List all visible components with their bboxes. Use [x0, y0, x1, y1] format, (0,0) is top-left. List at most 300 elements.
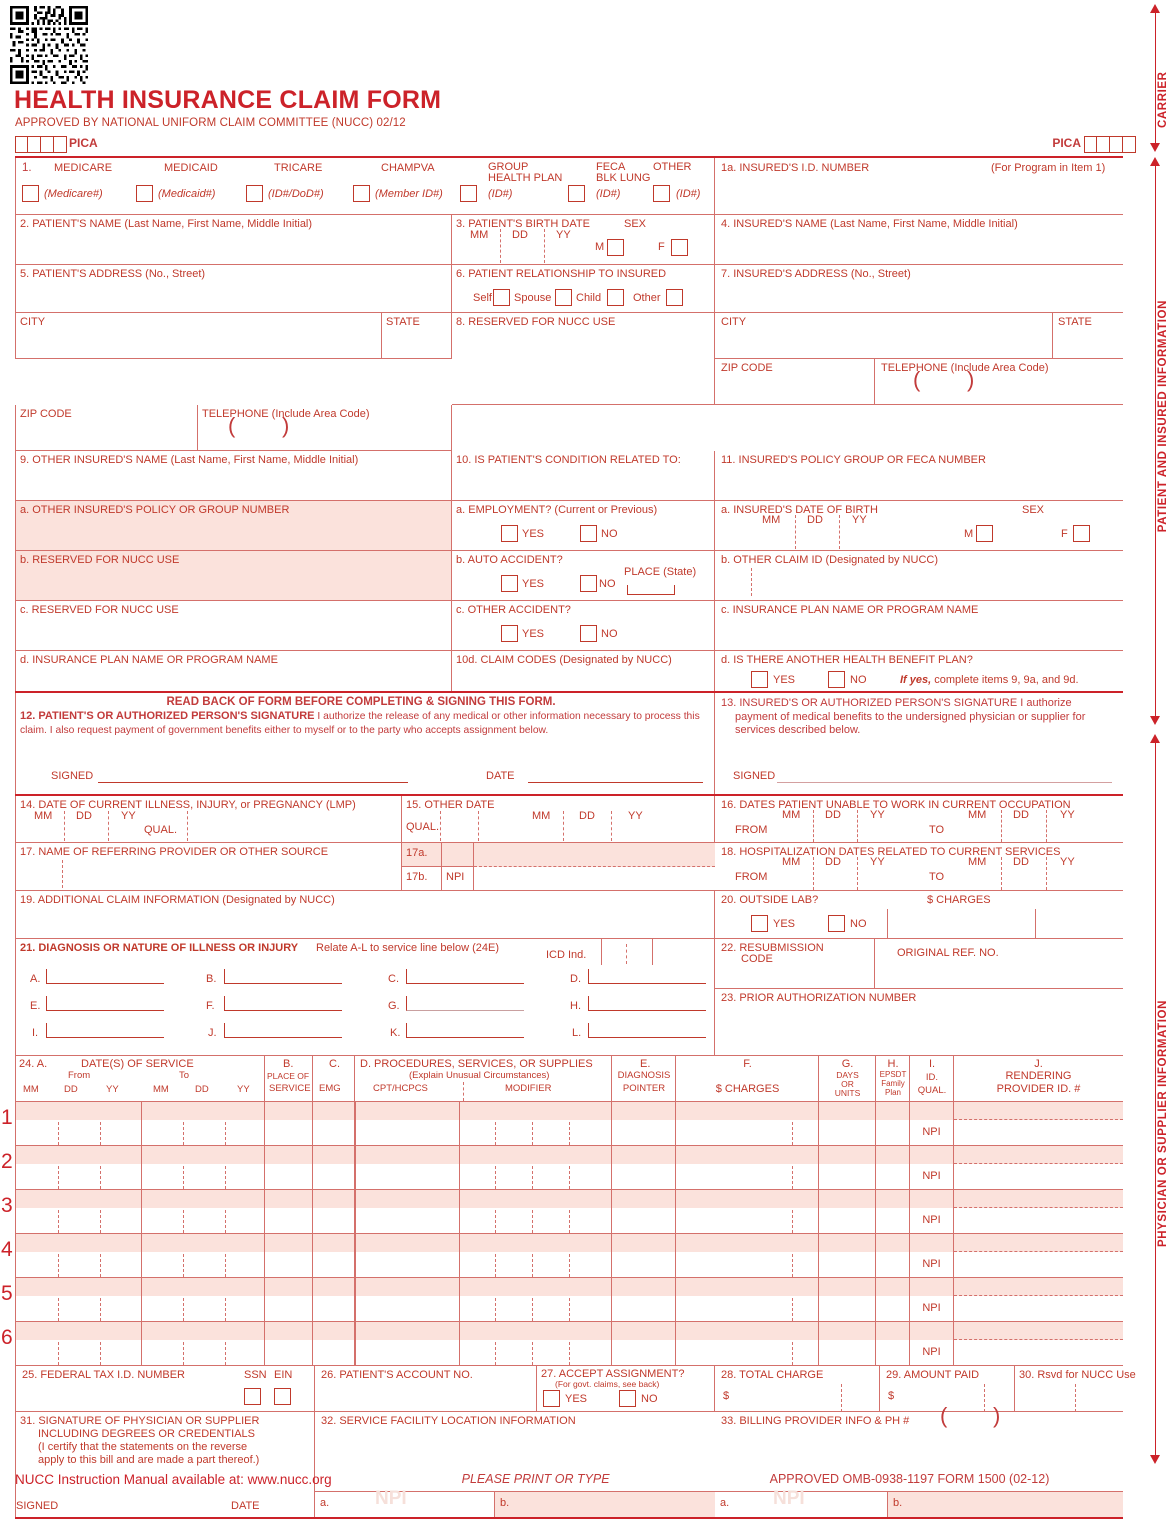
service-line-diagnosis-pointer-cell[interactable]: [612, 1278, 676, 1322]
item14-dd: DD: [76, 810, 92, 822]
item9a-cell[interactable]: [15, 501, 452, 551]
item25-checkbox-ssn[interactable]: [244, 1388, 261, 1405]
item24-d-modifier-label: MODIFIER: [505, 1083, 552, 1094]
item24-a-col-2: YY: [106, 1084, 119, 1095]
row-item19-20: [15, 891, 1123, 939]
item16-cell[interactable]: [715, 796, 1123, 843]
item32a-npi-watermark: NPI: [375, 1488, 407, 1509]
item11b-label: b. OTHER CLAIM ID (Designated by NUCC): [721, 554, 938, 566]
row-item5-6-7: [15, 265, 1123, 313]
item32b-cell[interactable]: [495, 1492, 715, 1517]
item32b-label: b.: [500, 1497, 510, 1509]
item1-checkbox-tricare[interactable]: [246, 185, 263, 202]
item18-cell[interactable]: [715, 843, 1123, 891]
service-line-dates-cell[interactable]: [15, 1278, 265, 1322]
item28-cell[interactable]: [715, 1366, 880, 1412]
service-line-place-of-service-cell[interactable]: [265, 1146, 313, 1190]
service-line-dates-cell[interactable]: [15, 1190, 265, 1234]
item25-cell[interactable]: [15, 1366, 315, 1412]
service-line-place-of-service-cell[interactable]: [265, 1278, 313, 1322]
item13-cell: [715, 693, 1123, 794]
item24-d-letter: D. PROCEDURES, SERVICES, OR SUPPLIES: [360, 1058, 593, 1070]
service-line-emg-cell[interactable]: [313, 1278, 355, 1322]
item13-signed-label: SIGNED: [733, 770, 776, 782]
pica-left-boxes[interactable]: [15, 136, 67, 153]
item24-i-line1: ID.: [925, 1072, 939, 1083]
item11a-checkbox-female[interactable]: [1073, 525, 1090, 542]
item11d-yes-label: YES: [773, 674, 796, 686]
item24-c-label: EMG: [319, 1083, 341, 1094]
item20-checkbox-no[interactable]: [828, 915, 845, 932]
service-line-epsdt-cell[interactable]: [876, 1102, 910, 1146]
item24-j-line1: RENDERING: [1005, 1070, 1072, 1082]
item7-state-label: STATE: [1058, 316, 1092, 328]
service-line-rendering-provider-cell[interactable]: [954, 1146, 1123, 1190]
service-line-procedures-cell[interactable]: [355, 1322, 612, 1366]
item25-ssn-label: SSN: [244, 1369, 267, 1381]
service-line-row: [1, 1278, 1123, 1322]
service-line-id-qual-cell[interactable]: [910, 1322, 954, 1366]
item31-date-label: DATE: [231, 1500, 260, 1512]
item6-checkbox-spouse[interactable]: [555, 289, 572, 306]
item24-h-line2: Family: [881, 1079, 905, 1088]
item5-telephone-label: TELEPHONE (Include Area Code): [202, 408, 370, 420]
item5-phone-paren-open: (: [228, 413, 236, 438]
item32a-label: a.: [320, 1497, 330, 1509]
item1-plan-4-label-line2: HEALTH PLAN: [488, 172, 563, 184]
item1-checkbox-medicare[interactable]: [22, 185, 39, 202]
item6-cell: [452, 265, 715, 313]
item11a-checkbox-male[interactable]: [976, 525, 993, 542]
service-line-row: [1, 1322, 1123, 1366]
item11b-cell[interactable]: [715, 551, 1123, 601]
item19-label: 19. ADDITIONAL CLAIM INFORMATION (Designated by NUCC): [20, 894, 335, 906]
item33a-cell[interactable]: [715, 1488, 888, 1517]
item1-plan-0-label: MEDICARE: [54, 162, 113, 174]
item24-col-e-header: [612, 1056, 676, 1102]
item21-letter-A: A.: [30, 973, 41, 985]
item5-zip-cell[interactable]: [15, 405, 198, 451]
item6-checkbox-self[interactable]: [493, 289, 510, 306]
service-line-number: 4: [1, 1238, 13, 1261]
service-line-rendering-provider-cell[interactable]: [954, 1234, 1123, 1278]
item10c-checkbox-yes[interactable]: [501, 625, 518, 642]
item27-cell: [537, 1366, 715, 1412]
item11d-checkbox-no[interactable]: [828, 671, 845, 688]
item3-cell[interactable]: [452, 215, 715, 265]
item9-cell[interactable]: [15, 451, 452, 501]
item21-letter-K: K.: [390, 1027, 401, 1039]
item27-checkbox-no[interactable]: [619, 1390, 636, 1407]
item11a-mm: MM: [762, 514, 781, 526]
pica-right-group: [1052, 136, 1136, 153]
row-item17-18: [15, 843, 1123, 891]
item12-date-label: DATE: [486, 770, 515, 782]
row-item9b-10b-11b: [15, 551, 1123, 601]
footer-manual-link[interactable]: NUCC Instruction Manual available at: www.nucc.org: [15, 1472, 332, 1487]
item11-cell[interactable]: [715, 451, 1123, 501]
service-line-rendering-provider-cell[interactable]: [954, 1322, 1123, 1366]
item30-cell[interactable]: [1015, 1366, 1136, 1412]
item17b-npi-cell: [442, 867, 474, 891]
item11a-dd: DD: [807, 514, 823, 526]
item6-option-3-label: Other: [633, 292, 661, 304]
item10c-cell: [452, 601, 715, 651]
item27-label: 27. ACCEPT ASSIGNMENT?: [541, 1368, 685, 1380]
service-line-charges-cell[interactable]: [676, 1146, 819, 1190]
service-line-days-units-cell[interactable]: [819, 1102, 876, 1146]
item33b-cell[interactable]: [888, 1492, 1123, 1517]
item27-checkbox-yes[interactable]: [543, 1390, 560, 1407]
item10a-label: a. EMPLOYMENT? (Current or Previous): [456, 504, 658, 516]
item14-cell[interactable]: [15, 796, 402, 843]
item21-letter-B: B.: [206, 973, 217, 985]
item1-checkbox-other[interactable]: [653, 185, 670, 202]
item29-label: 29. AMOUNT PAID: [886, 1369, 980, 1381]
service-line-diagnosis-pointer-cell[interactable]: [612, 1190, 676, 1234]
item21-field-K[interactable]: [406, 1023, 524, 1038]
item21-label: 21. DIAGNOSIS OR NATURE OF ILLNESS OR INJURY: [20, 942, 299, 954]
item12-signed-input[interactable]: [98, 782, 408, 783]
service-line-npi-label: NPI: [922, 1214, 941, 1226]
service-lines-table: [1, 1102, 1123, 1366]
item21-field-B[interactable]: [224, 969, 342, 984]
row-item2-3-4: [15, 215, 1123, 265]
row-item31-32-33: [15, 1403, 1123, 1517]
item7-phone-paren-close: ): [967, 367, 975, 392]
service-line-days-units-cell[interactable]: [819, 1322, 876, 1366]
service-line-diagnosis-pointer-cell[interactable]: [612, 1234, 676, 1278]
item21-letter-F: F.: [206, 1000, 215, 1012]
item22-label-line1: 22. RESUBMISSION: [721, 942, 824, 954]
item9b-cell[interactable]: [15, 551, 452, 601]
item24-j-line2: PROVIDER ID. #: [996, 1083, 1081, 1095]
item31-cell: [15, 1412, 315, 1517]
item6-checkbox-other[interactable]: [666, 289, 683, 306]
item20-cell: [715, 891, 1123, 939]
row-city-state-item8: [15, 313, 1123, 405]
item3-dd: DD: [512, 229, 528, 241]
item3-checkbox-male[interactable]: [607, 239, 624, 256]
item24-b-line1: PLACE OF: [267, 1071, 310, 1081]
item1-checkbox-group-health-plan[interactable]: [460, 185, 477, 202]
item16-from-label: FROM: [735, 824, 768, 836]
item17b-label: 17b.: [406, 871, 428, 883]
item11a-f-label: F: [1061, 528, 1068, 540]
item26-label: 26. PATIENT'S ACCOUNT NO.: [321, 1369, 473, 1381]
service-line-emg-cell[interactable]: [313, 1322, 355, 1366]
item17-cell[interactable]: [15, 843, 402, 891]
item17a-value-cell[interactable]: [474, 843, 715, 867]
item1-checkbox-champva[interactable]: [353, 185, 370, 202]
item22-code-cell[interactable]: [715, 939, 875, 989]
service-line-place-of-service-cell[interactable]: [265, 1102, 313, 1146]
item24-a-col-3: MM: [153, 1084, 169, 1095]
item3-checkbox-female[interactable]: [671, 239, 688, 256]
item24-col-j-header: [954, 1056, 1123, 1102]
service-line-diagnosis-pointer-cell[interactable]: [612, 1322, 676, 1366]
item1a-cell[interactable]: [715, 158, 1123, 215]
service-line-rendering-provider-cell[interactable]: [954, 1190, 1123, 1234]
item5-phone-paren-close: ): [282, 413, 290, 438]
item8-cell[interactable]: [452, 313, 715, 405]
service-line-days-units-cell[interactable]: [819, 1190, 876, 1234]
service-line-diagnosis-pointer-cell[interactable]: [612, 1102, 676, 1146]
row-item9c-10c-11c: [15, 601, 1123, 651]
row-item1: [15, 158, 1123, 215]
item24-h-letter: H.: [887, 1058, 899, 1070]
item25-ein-label: EIN: [274, 1369, 293, 1381]
service-line-number: 1: [1, 1106, 13, 1129]
item21-icd-ind-input[interactable]: [601, 939, 653, 965]
item16-to-label: TO: [929, 824, 945, 836]
item1-plan-2-label: TRICARE: [274, 162, 323, 174]
item9c-cell[interactable]: [15, 601, 452, 651]
service-line-dates-cell[interactable]: [15, 1322, 265, 1366]
item11a-cell[interactable]: [715, 501, 1123, 551]
item5-cell[interactable]: [15, 265, 452, 313]
item13-signed-input[interactable]: [777, 782, 1112, 783]
item21-field-L[interactable]: [588, 1023, 706, 1038]
item21-field-A[interactable]: [46, 969, 164, 984]
item26-cell[interactable]: [315, 1366, 537, 1412]
item11d-note-rest: complete items 9, 9a, and 9d.: [931, 674, 1079, 686]
item23-cell[interactable]: [715, 989, 1123, 1056]
service-line-diagnosis-pointer-cell[interactable]: [612, 1146, 676, 1190]
service-line-procedures-cell[interactable]: [355, 1146, 612, 1190]
item17b-npi-label: NPI: [446, 871, 465, 883]
item33-label: 33. BILLING PROVIDER INFO & PH #: [721, 1415, 910, 1427]
service-line-rendering-provider-cell[interactable]: [954, 1102, 1123, 1146]
item1-plan-4-label-line1: GROUP: [488, 161, 529, 173]
item3-mm: MM: [470, 229, 489, 241]
item29-dollar-sign: $: [888, 1390, 895, 1402]
service-line-id-qual-cell[interactable]: [910, 1146, 954, 1190]
item24-col-b-header: [265, 1056, 313, 1102]
item21-field-D[interactable]: [588, 969, 706, 984]
item27-sub: (For govt. claims, see back): [555, 1379, 660, 1389]
service-line-procedures-cell[interactable]: [355, 1102, 612, 1146]
item16-from-yy: YY: [870, 809, 885, 821]
item4-cell[interactable]: [715, 215, 1123, 265]
item3-label: 3. PATIENT'S BIRTH DATE: [456, 218, 590, 230]
item21-field-J[interactable]: [224, 1023, 342, 1038]
item15-cell[interactable]: [402, 796, 715, 843]
service-line-emg-cell[interactable]: [313, 1190, 355, 1234]
item7-state-cell[interactable]: [1053, 313, 1123, 359]
service-line-procedures-cell[interactable]: [355, 1234, 612, 1278]
item21-letter-I: I.: [32, 1027, 39, 1039]
item24-e-line1: DIAGNOSIS: [617, 1070, 671, 1081]
item31-line1: 31. SIGNATURE OF PHYSICIAN OR SUPPLIER: [20, 1415, 260, 1427]
row-item24-header: [15, 1056, 1123, 1102]
item18-from-mm: MM: [782, 856, 801, 868]
item3-m-label: M: [595, 241, 605, 253]
item25-checkbox-ein[interactable]: [274, 1388, 291, 1405]
item24-c-letter: C.: [329, 1058, 340, 1070]
service-line-charges-cell[interactable]: [676, 1190, 819, 1234]
service-line-number: 2: [1, 1150, 13, 1173]
item1-checkbox-medicaid[interactable]: [136, 185, 153, 202]
item5-city-cell[interactable]: [15, 313, 382, 359]
service-line-dates-cell[interactable]: [15, 1234, 265, 1278]
item12-cell: [15, 693, 715, 794]
item10b-checkbox-yes[interactable]: [501, 575, 518, 592]
service-line-charges-cell[interactable]: [676, 1322, 819, 1366]
item24-g-line3: UNITS: [834, 1088, 861, 1098]
item10a-checkbox-no[interactable]: [580, 525, 597, 542]
item6-checkbox-child[interactable]: [607, 289, 624, 306]
item7-city-cell[interactable]: [715, 313, 1053, 359]
item1-plan-5-label-line2: BLK LUNG: [596, 172, 651, 184]
service-line-epsdt-cell[interactable]: [876, 1278, 910, 1322]
item1-plan-0-sub: (Medicare#): [44, 188, 103, 200]
item1-plan-3-sub: (Member ID#): [375, 188, 443, 200]
item18-to-dd: DD: [1013, 856, 1029, 868]
service-line-place-of-service-cell[interactable]: [265, 1234, 313, 1278]
item24-a-col-1: DD: [64, 1084, 78, 1095]
item10a-checkbox-yes[interactable]: [501, 525, 518, 542]
item24-d-sub: (Explain Unusual Circumstances): [409, 1070, 550, 1081]
service-line-days-units-cell[interactable]: [819, 1278, 876, 1322]
item7-zip-cell[interactable]: [715, 359, 875, 405]
service-line-epsdt-cell[interactable]: [876, 1322, 910, 1366]
item18-from-dd: DD: [825, 856, 841, 868]
item21-field-G[interactable]: [406, 996, 524, 1011]
item19-cell[interactable]: [15, 891, 715, 939]
pica-right-boxes[interactable]: [1084, 136, 1136, 153]
item5-city-label: CITY: [20, 316, 46, 328]
pica-left-label: PICA: [69, 136, 98, 150]
item33a-npi-watermark: NPI: [773, 1488, 805, 1509]
service-line-id-qual-cell[interactable]: [910, 1234, 954, 1278]
service-line-emg-cell[interactable]: [313, 1102, 355, 1146]
item21-field-F[interactable]: [224, 996, 342, 1011]
item21-field-C[interactable]: [406, 969, 524, 984]
item7-telephone-cell[interactable]: [875, 359, 1123, 405]
row-item25-30: [15, 1366, 1136, 1412]
item24-b-letter: B.: [283, 1058, 294, 1070]
service-line-id-qual-cell[interactable]: [910, 1102, 954, 1146]
item13-body: payment of medical benefits to the undersigned physician or supplier for services described below.: [735, 710, 1086, 736]
item7-label: 7. INSURED'S ADDRESS (No., Street): [721, 268, 911, 280]
item22-orig-ref-cell[interactable]: [875, 939, 1123, 989]
item21-letter-G: G.: [388, 1000, 400, 1012]
service-line-row: [1, 1102, 1123, 1146]
item15-label: 15. OTHER DATE: [406, 799, 495, 811]
service-line-days-units-cell[interactable]: [819, 1146, 876, 1190]
item11d-cell: [715, 651, 1123, 691]
item16-to-mm: MM: [968, 809, 987, 821]
service-line-epsdt-cell[interactable]: [876, 1234, 910, 1278]
service-line-emg-cell[interactable]: [313, 1146, 355, 1190]
item18-to-mm: MM: [968, 856, 987, 868]
item21-field-H[interactable]: [588, 996, 706, 1011]
service-line-charges-cell[interactable]: [676, 1278, 819, 1322]
item17b-value-cell[interactable]: [474, 867, 715, 891]
item24-a-title: DATE(S) OF SERVICE: [81, 1058, 194, 1070]
item11d-checkbox-yes[interactable]: [751, 671, 768, 688]
service-line-procedures-cell[interactable]: [355, 1278, 612, 1322]
item10c-checkbox-no[interactable]: [580, 625, 597, 642]
item3-sex-label: SEX: [624, 218, 647, 230]
item9d-cell[interactable]: [15, 651, 452, 691]
service-line-days-units-cell[interactable]: [819, 1234, 876, 1278]
service-line-emg-cell[interactable]: [313, 1234, 355, 1278]
service-line-place-of-service-cell[interactable]: [265, 1322, 313, 1366]
service-line-epsdt-cell[interactable]: [876, 1190, 910, 1234]
service-line-dates-cell[interactable]: [15, 1102, 265, 1146]
item16-from-mm: MM: [782, 809, 801, 821]
claim-form-page: HEALTH INSURANCE CLAIM FORM APPROVED BY NATIONAL UNIFORM CLAIM COMMITTEE (NUCC) 02/12 PICA PICA CARRIER PATIENT AND INSURED INFORMATION PHYSICIAN OR SUPPLIER INFORMATION 1. MEDICARE (Medicare#) MEDICAID (Medicaid#) TRICARE (ID#/DoD#) CHAMPVA (Member ID#) GROUP HEALTH PLAN (ID#) FECA BLK LUNG (ID#) OTHER (ID#) 1a. INSURED'S I.D. NUMBER (For Program in Item 1) 2. PATIENT'S NAME (Last Name, First Name, Middle Initial) 3. PATIENT'S BIRTH DATE MM DD YY SEX M F 4. INSURED'S NAME (Last Name, First Name, Middle Initial) 5. PATIENT'S ADDRESS (No., Street) 6. PATIENT RELATIONSHIP TO INSURED Self Spouse Child Other 7. INSURED'S ADDRESS (No., Street) CITY STATE 8. RESERVED FOR NUCC USE CITY STATE ZIP CODE TELEPHONE (Include Area Code) ( ) ZIP CODE TELEPHONE (Include Area Code) ( ) 9. OTHER INSURED'S NAME (Last Name, First Name, Middle Initial) 10. IS PATIENT'S CONDITION RELATED TO: 11. INSURED'S POLICY GROUP OR FECA NUMBER a. OTHER INSURED'S POLICY OR GROUP NUMBER a. EMPLOYMENT? (Current or Previous) YES NO a. INSURED'S DATE OF BIRTH MM DD YY SEX M F b. RESERVED FOR NUCC USE b. AUTO ACCIDENT? YES NO PLACE (State) b. OTHER CLAIM ID (Designated by NUCC) c. RESERVED FOR NUCC USE c. OTHER ACCIDENT? YES NO c. INSURANCE PLAN NAME OR PROGRAM NAME d. INSURANCE PLAN NAME OR PROGRAM NAME 10d. CLAIM CODES (Designated by NUCC) d. IS THERE ANOTHER HEALTH BENEFIT PLAN? YES NO If yes, complete items 9, 9a, and 9d. READ BACK OF FORM BEFORE COMPLETING & SIGNING THIS FORM. 12. PATIENT'S OR AUTHORIZED PERSON'S SIGNATURE I authorize the release of any medical or other information necessary to process this claim. I also request payment of government benefits either to myself or to the party who accepts assignment below. SIGNED DATE 13. INSURED'S OR AUTHORIZED PERSON'S SIGNATURE I authorize payment of medical benefits to the undersigned physician or supplier for services described below. SIGNED 14. DATE OF CURRENT ILLNESS, INJURY, or PREGNANCY (LMP) MM DD YY QUAL. 15. OTHER DATE QUAL. MM DD YY 16. DATES PATIENT UNABLE TO WORK IN CURRENT OCCUPATION MM DD YY FROM MM DD YY TO 17. NAME OF REFERRING PROVIDER OR OTHER SOURCE 17a. 17b. NPI 18. HOSPITALIZATION DATES RELATED TO CURRENT SERVICES MM DD YY FROM MM DD YY TO 19. ADDITIONAL CLAIM INFORMATION (Designated by NUCC) 20. OUTSIDE LAB? $ CHARGES YES NO 21. DIAGNOSIS OR NATURE OF ILLNESS OR INJURY Relate A-L to service line below (24E) ICD Ind. A. B. C. D. E. F. G. H. I. J. K. L. 22. RESUBMISSION CODE ORIGINAL REF. NO. 23. PRIOR AUTHORIZATION NUMBER 24. A. DATE(S) OF SERVICE From To MM DD YY MM DD YY B. PLACE OF SERVICE C. EMG D. PROCEDURES, SERVICES, OR SUPPLIES (Explain Unusual Circumstances) CPT/HCPCS MODIFIER E. DIAGNOSIS POINTER F. $ CHARGES G. DAYS OR UNITS H. EPSDT Family Plan I. ID. QUAL. J. RENDERING PROVIDER ID. # 1 NPI 2 NPI 3 NPI 4 NPI 5 NPI 6 NPI 25. FEDERAL TAX I.D. NUMBER SSN EIN 26. PATIENT'S ACCOUNT NO. 27. ACCEPT ASSIGNMENT? (For govt. claims, see back) YES NO 28. TOTAL CHARGE $ 29. AMOUNT PAID $ 30. Rsvd for NUCC Use 31. SIGNATURE OF PHYSICIAN OR SUPPLIER INCLUDING DEGREES OR CREDENTIALS (I certify that the statements on the reverse apply to this bill and are made a part thereof.) SIGNED DATE 32. SERVICE FACILITY LOCATION INFORMATION a. NPI b. 33. BILLING PROVIDER INFO & PH # ( ) a. NPI b. NUCC Instruction Manual available at: www.nucc.org PLEASE PRINT OR TYPE APPROVED OMB-0938-1197 FORM 1500 (02-12): [0, 0, 1175, 1500]
item24-a-col-4: DD: [195, 1084, 209, 1095]
row-zip-telephone: [15, 405, 1123, 451]
item12-date-input[interactable]: [528, 782, 703, 783]
service-line-row: [1, 1146, 1123, 1190]
item9d-label: d. INSURANCE PLAN NAME OR PROGRAM NAME: [20, 654, 278, 666]
item24-col-a-header: [15, 1056, 265, 1102]
item1-checkbox-feca-blk-lung[interactable]: [568, 185, 585, 202]
service-line-id-qual-cell[interactable]: [910, 1278, 954, 1322]
item10b-place-input[interactable]: [627, 585, 675, 595]
item5-state-cell[interactable]: [382, 313, 452, 359]
item17b-tag-cell: [402, 867, 442, 891]
service-line-dates-cell[interactable]: [15, 1146, 265, 1190]
item14-qual-label: QUAL.: [144, 824, 178, 836]
item11-label: 11. INSURED'S POLICY GROUP OR FECA NUMBER: [721, 454, 986, 466]
item17a-label: 17a.: [406, 847, 428, 859]
service-line-npi-label: NPI: [922, 1126, 941, 1138]
item21-letter-D: D.: [570, 973, 581, 985]
item5-telephone-cell[interactable]: [198, 405, 452, 451]
service-line-place-of-service-cell[interactable]: [265, 1190, 313, 1234]
service-line-charges-cell[interactable]: [676, 1102, 819, 1146]
item8-label: 8. RESERVED FOR NUCC USE: [456, 316, 616, 328]
service-line-id-qual-cell[interactable]: [910, 1190, 954, 1234]
service-line-npi-label: NPI: [922, 1346, 941, 1358]
item2-cell[interactable]: [15, 215, 452, 265]
row-item12-13: [15, 693, 1123, 794]
item21-field-I[interactable]: [46, 1023, 164, 1038]
item21-field-E[interactable]: [46, 996, 164, 1011]
item5-label: 5. PATIENT'S ADDRESS (No., Street): [20, 268, 206, 280]
item20-label: 20. OUTSIDE LAB?: [721, 894, 819, 906]
item11c-cell[interactable]: [715, 601, 1123, 651]
item10b-no-label: NO: [599, 578, 616, 590]
item10d-cell[interactable]: [452, 651, 715, 691]
service-line-rendering-provider-cell[interactable]: [954, 1278, 1123, 1322]
item24-i-letter: I.: [928, 1058, 936, 1070]
item25-label: 25. FEDERAL TAX I.D. NUMBER: [22, 1369, 186, 1381]
item17a-qual-cell[interactable]: [442, 843, 474, 867]
item14-mm: MM: [34, 810, 53, 822]
item20-checkbox-yes[interactable]: [751, 915, 768, 932]
service-line-epsdt-cell[interactable]: [876, 1146, 910, 1190]
item7-cell[interactable]: [715, 265, 1123, 313]
item9a-label: a. OTHER INSURED'S POLICY OR GROUP NUMBER: [20, 504, 290, 516]
item24-col-d-header: [355, 1056, 612, 1102]
service-line-procedures-cell[interactable]: [355, 1190, 612, 1234]
service-line-charges-cell[interactable]: [676, 1234, 819, 1278]
item10b-checkbox-no[interactable]: [580, 575, 597, 592]
item32a-cell[interactable]: [315, 1488, 495, 1517]
footer-omb-notice: APPROVED OMB-0938-1197 FORM 1500 (02-12): [769, 1472, 1050, 1486]
item24-col-f-header: [676, 1056, 819, 1102]
service-line-npi-label: NPI: [922, 1170, 941, 1182]
item30-label: 30. Rsvd for NUCC Use: [1019, 1369, 1136, 1381]
item11a-yy: YY: [852, 514, 867, 526]
item31-signed-label: SIGNED: [16, 1500, 59, 1512]
